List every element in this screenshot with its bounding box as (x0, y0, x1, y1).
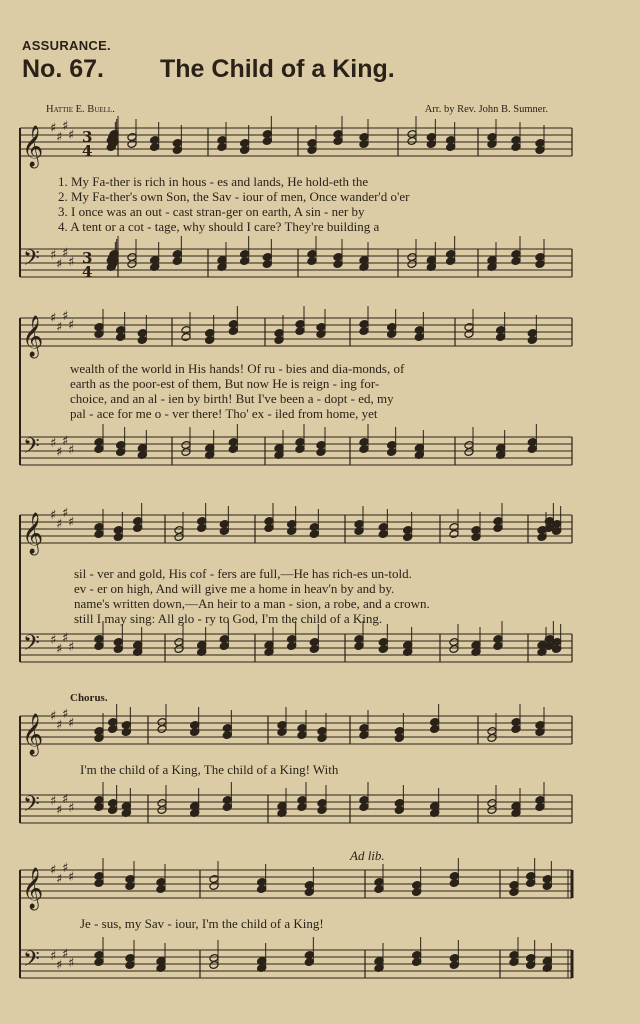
sharp-icon: ♯ (50, 949, 57, 964)
sharp-icon: ♯ (56, 642, 63, 657)
verse3-line2: choice, and an al - ien by birth! But I've been a - dopt - ed, my (70, 391, 394, 406)
sharp-icon: ♯ (50, 311, 57, 326)
sharp-icon: ♯ (56, 445, 63, 460)
bass-clef-icon: 𝄢 (23, 246, 40, 276)
bass-clef-icon: 𝄢 (23, 792, 40, 822)
verse4-line3: still I may sing: All glo - ry to God, I'm the child of a King. (74, 611, 383, 626)
sharp-icon: ♯ (50, 863, 57, 878)
sharp-icon: ♯ (68, 870, 75, 885)
time-signature-bottom: 4 (82, 263, 93, 281)
verse1-line3: sil - ver and gold, His cof - fers are full,—He has rich-es un-told. (74, 566, 412, 581)
verse4-line2: pal - ace for me o - ver there! Tho' ex - iled from home, yet (70, 406, 378, 421)
verse2-line3: ev - er on high, And will give me a home in heav'n by and by. (74, 581, 395, 596)
sharp-icon: ♯ (62, 434, 69, 449)
sharp-icon: ♯ (68, 801, 75, 816)
sharp-icon: ♯ (50, 709, 57, 724)
sharp-icon: ♯ (56, 130, 63, 145)
sharp-icon: ♯ (68, 640, 75, 655)
verse3-line3: name's written down,—An heir to a man - sion, a robe, and a crown. (74, 596, 430, 611)
hymn-title: The Child of a King. (160, 55, 395, 83)
treble-clef-icon: 𝄞 (22, 868, 44, 909)
time-signature-top: 3 (82, 249, 93, 267)
sharp-icon: ♯ (50, 794, 57, 809)
sharp-icon: ♯ (68, 515, 75, 530)
sharp-icon: ♯ (68, 318, 75, 333)
chorus-lyric-line1: I'm the child of a King, The child of a King! With (80, 762, 339, 777)
sharp-icon: ♯ (56, 718, 63, 733)
sharp-icon: ♯ (68, 956, 75, 971)
sharp-icon: ♯ (68, 443, 75, 458)
verse4-line1: 4. A tent or a cot - tage, why should I care? They're building a (58, 219, 380, 234)
verse2-line1: 2. My Fa-ther's own Son, the Sav - iour of men, Once wander'd o'er (58, 189, 410, 204)
sharp-icon: ♯ (56, 257, 63, 272)
verse3-line1: 3. I once was an out - cast stran-ger on earth, A sin - ner by (58, 204, 365, 219)
sharp-icon: ♯ (50, 248, 57, 263)
verse1-line1: 1. My Fa-ther is rich in hous - es and lands, He hold-eth the (58, 174, 369, 189)
topic-heading: ASSURANCE. (22, 38, 111, 53)
sharp-icon: ♯ (56, 958, 63, 973)
sharp-icon: ♯ (56, 803, 63, 818)
sharp-icon: ♯ (50, 121, 57, 136)
treble-clef-icon: 𝄞 (22, 126, 44, 167)
treble-clef-icon: 𝄞 (22, 316, 44, 357)
arranger-credit: Arr. by Rev. John B. Sumner. (424, 104, 548, 115)
sharp-icon: ♯ (62, 861, 69, 876)
verse1-line2: wealth of the world in His hands! Of ru - bies and dia-monds, of (70, 361, 405, 376)
time-signature-top: 3 (82, 128, 93, 146)
sharp-icon: ♯ (50, 436, 57, 451)
sharp-icon: ♯ (62, 947, 69, 962)
sharp-icon: ♯ (56, 872, 63, 887)
sharp-icon: ♯ (56, 517, 63, 532)
bass-clef-icon: 𝄢 (23, 631, 40, 661)
hymn-number: No. 67. (22, 55, 104, 83)
sharp-icon: ♯ (62, 309, 69, 324)
bass-clef-icon: 𝄢 (23, 434, 40, 464)
verse2-line2: earth as the poor-est of them, But now He is reign - ing for- (70, 376, 380, 391)
sharp-icon: ♯ (50, 508, 57, 523)
sharp-icon: ♯ (62, 246, 69, 261)
treble-clef-icon: 𝄞 (22, 714, 44, 755)
sharp-icon: ♯ (62, 792, 69, 807)
treble-clef-icon: 𝄞 (22, 513, 44, 554)
tempo-marking: Ad lib. (350, 848, 385, 863)
sharp-icon: ♯ (62, 119, 69, 134)
chorus-label: Chorus. (70, 692, 108, 704)
sharp-icon: ♯ (62, 631, 69, 646)
sharp-icon: ♯ (68, 128, 75, 143)
lyricist-credit: Hattie E. Buell. (46, 104, 115, 115)
sharp-icon: ♯ (62, 707, 69, 722)
bass-clef-icon: 𝄢 (23, 947, 40, 977)
sharp-icon: ♯ (68, 255, 75, 270)
sharp-icon: ♯ (50, 633, 57, 648)
chorus-lyric-line2: Je - sus, my Sav - iour, I'm the child of a King! (80, 916, 324, 931)
sharp-icon: ♯ (56, 320, 63, 335)
sharp-icon: ♯ (68, 716, 75, 731)
sharp-icon: ♯ (62, 506, 69, 521)
time-signature-bottom: 4 (82, 142, 93, 160)
